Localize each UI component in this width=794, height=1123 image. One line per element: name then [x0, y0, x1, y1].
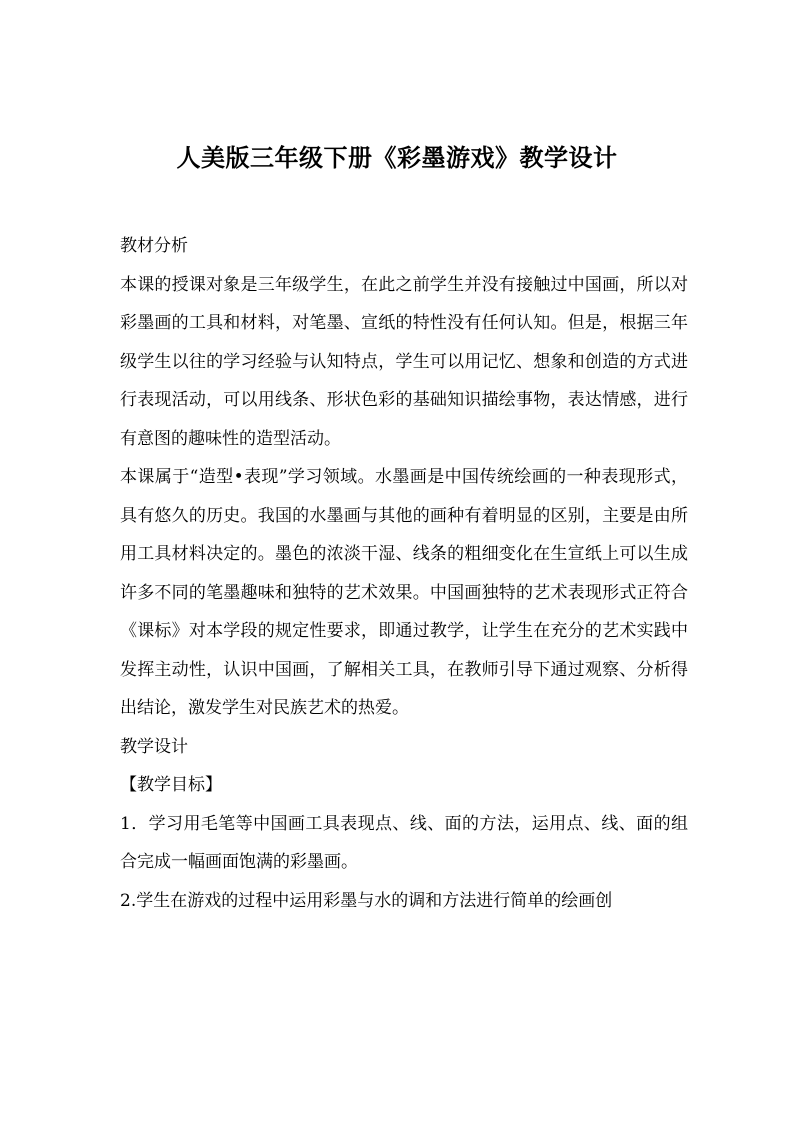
document-body [120, 227, 688, 920]
document-title: 人美版三年级下册《彩墨游戏》教学设计 [176, 143, 618, 172]
section-heading-goals: 【教学目标】 [120, 775, 222, 795]
paragraph-analysis-2: 本课属于“造型•表现”学习领域。水墨画是中国传统绘画的一种表现形式，具有悠久的历史。我国的水墨画与其他的画种有着明显的区别，主要是由所用工具材料决定的。墨色的浓淡干湿、线条的粗细变化在生宣纸上可以生成许多不同的笔墨趣味和独特的艺术效果。中国画独特的艺术表现形式正符合《课标》对本学段的规定性要求，即通过教学，让学生在充分的艺术实践中发挥主动性，认识中国画，了解相关工具，在教师引导下通过观察、分析得出结论，激发学生对民族艺术的热爱。 [120, 467, 688, 718]
goal-item-1: 1．学习用毛笔等中国画工具表现点、线、面的方法，运用点、线、面的组合完成一幅画面饱满的彩墨画。 [120, 813, 688, 872]
goal-item-2: 2.学生在游戏的过程中运用彩墨与水的调和方法进行简单的绘画创 [120, 890, 613, 911]
paragraph-analysis-1: 本课的授课对象是三年级学生，在此之前学生并没有接触过中国画，所以对彩墨画的工具和材料，对笔墨、宣纸的特性没有任何认知。但是，根据三年级学生以往的学习经验与认知特点，学生可以用记忆、想象和创造的方式进行表现活动，可以用线条、形状色彩的基础知识描绘事物，表达情感，进行有意图的趣味性的造型活动。 [120, 274, 688, 449]
section-heading-design: 教学设计 [120, 736, 188, 757]
section-heading-analysis: 教材分析 [120, 236, 188, 256]
